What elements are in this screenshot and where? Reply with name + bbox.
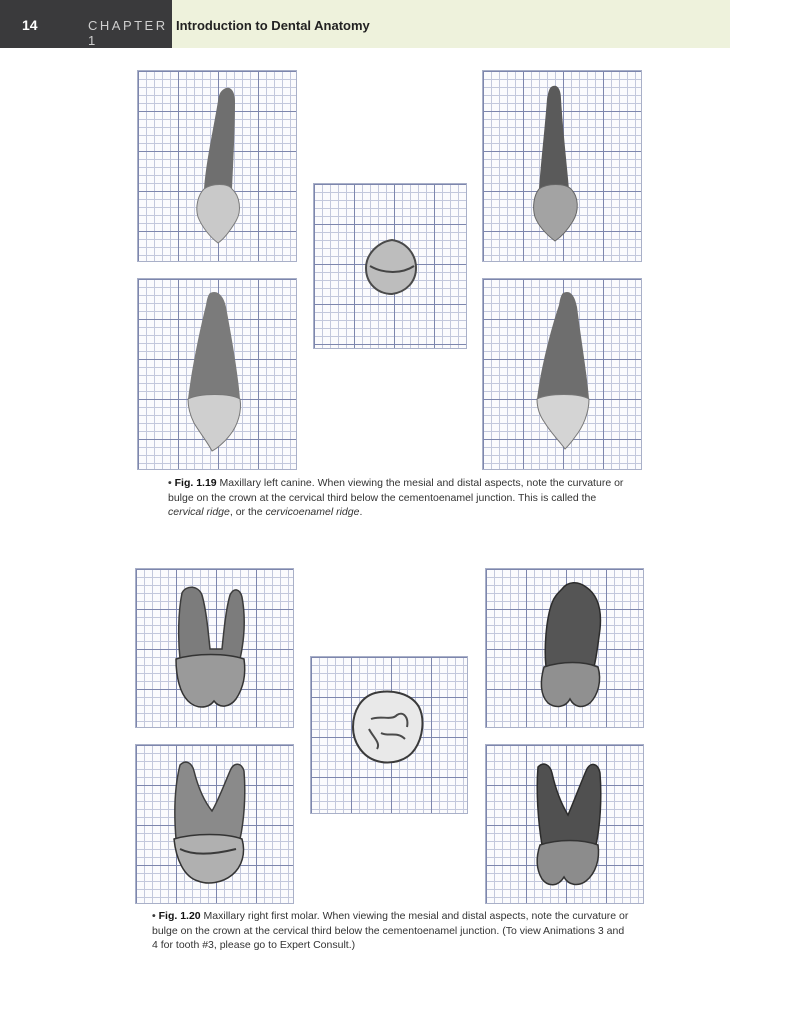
- header-tab: [0, 0, 172, 48]
- canine-lingual-view: [482, 70, 642, 262]
- caption-text: .: [359, 506, 363, 518]
- molar-buccal-image: [136, 569, 293, 727]
- caption-term: cervicoenamel ridge: [265, 506, 360, 518]
- figure-label: Fig. 1.19: [174, 477, 217, 489]
- chapter-title: Introduction to Dental Anatomy: [176, 18, 370, 33]
- caption-text: , or the: [229, 506, 266, 518]
- chapter-label: CHAPTER 1: [88, 18, 168, 48]
- molar-lingual-image: [486, 569, 643, 727]
- molar-lingual-view: [485, 568, 644, 728]
- caption-term: cervical ridge: [168, 506, 230, 518]
- molar-distal-image: [486, 745, 643, 903]
- figure-caption: [168, 476, 628, 520]
- figure-label: Fig. 1.20: [158, 910, 201, 922]
- molar-distal-view: [485, 744, 644, 904]
- figure-caption: [152, 909, 632, 953]
- page-number: 14: [22, 17, 38, 33]
- caption-text: Maxillary left canine. When viewing the mesial and distal aspects, note the curvature or bulge on the crown at the cervical third below the cementoenamel junction. This is called the: [168, 477, 624, 504]
- molar-mesial-view: [135, 744, 294, 904]
- canine-distal-view: [482, 278, 642, 470]
- canine-labial-image: [138, 71, 296, 261]
- molar-occlusal-view: [310, 656, 468, 814]
- canine-labial-view: [137, 70, 297, 262]
- canine-lingual-image: [483, 71, 641, 261]
- canine-distal-image: [483, 279, 641, 469]
- molar-buccal-view: [135, 568, 294, 728]
- caption-text: Maxillary right first molar. When viewing the mesial and distal aspects, note the curvature or bulge on the crown at the cervical third below the cementoenamel junction. (To view Animations 3 and 4 for tooth #3, please go to Expert Consult.): [152, 910, 629, 951]
- molar-occlusal-image: [311, 657, 467, 813]
- canine-incisal-image: [314, 184, 466, 348]
- canine-mesial-image: [138, 279, 296, 469]
- caption-bullet: •: [152, 910, 156, 922]
- canine-incisal-view: [313, 183, 467, 349]
- molar-mesial-image: [136, 745, 293, 903]
- caption-bullet: •: [168, 477, 172, 489]
- canine-mesial-view: [137, 278, 297, 470]
